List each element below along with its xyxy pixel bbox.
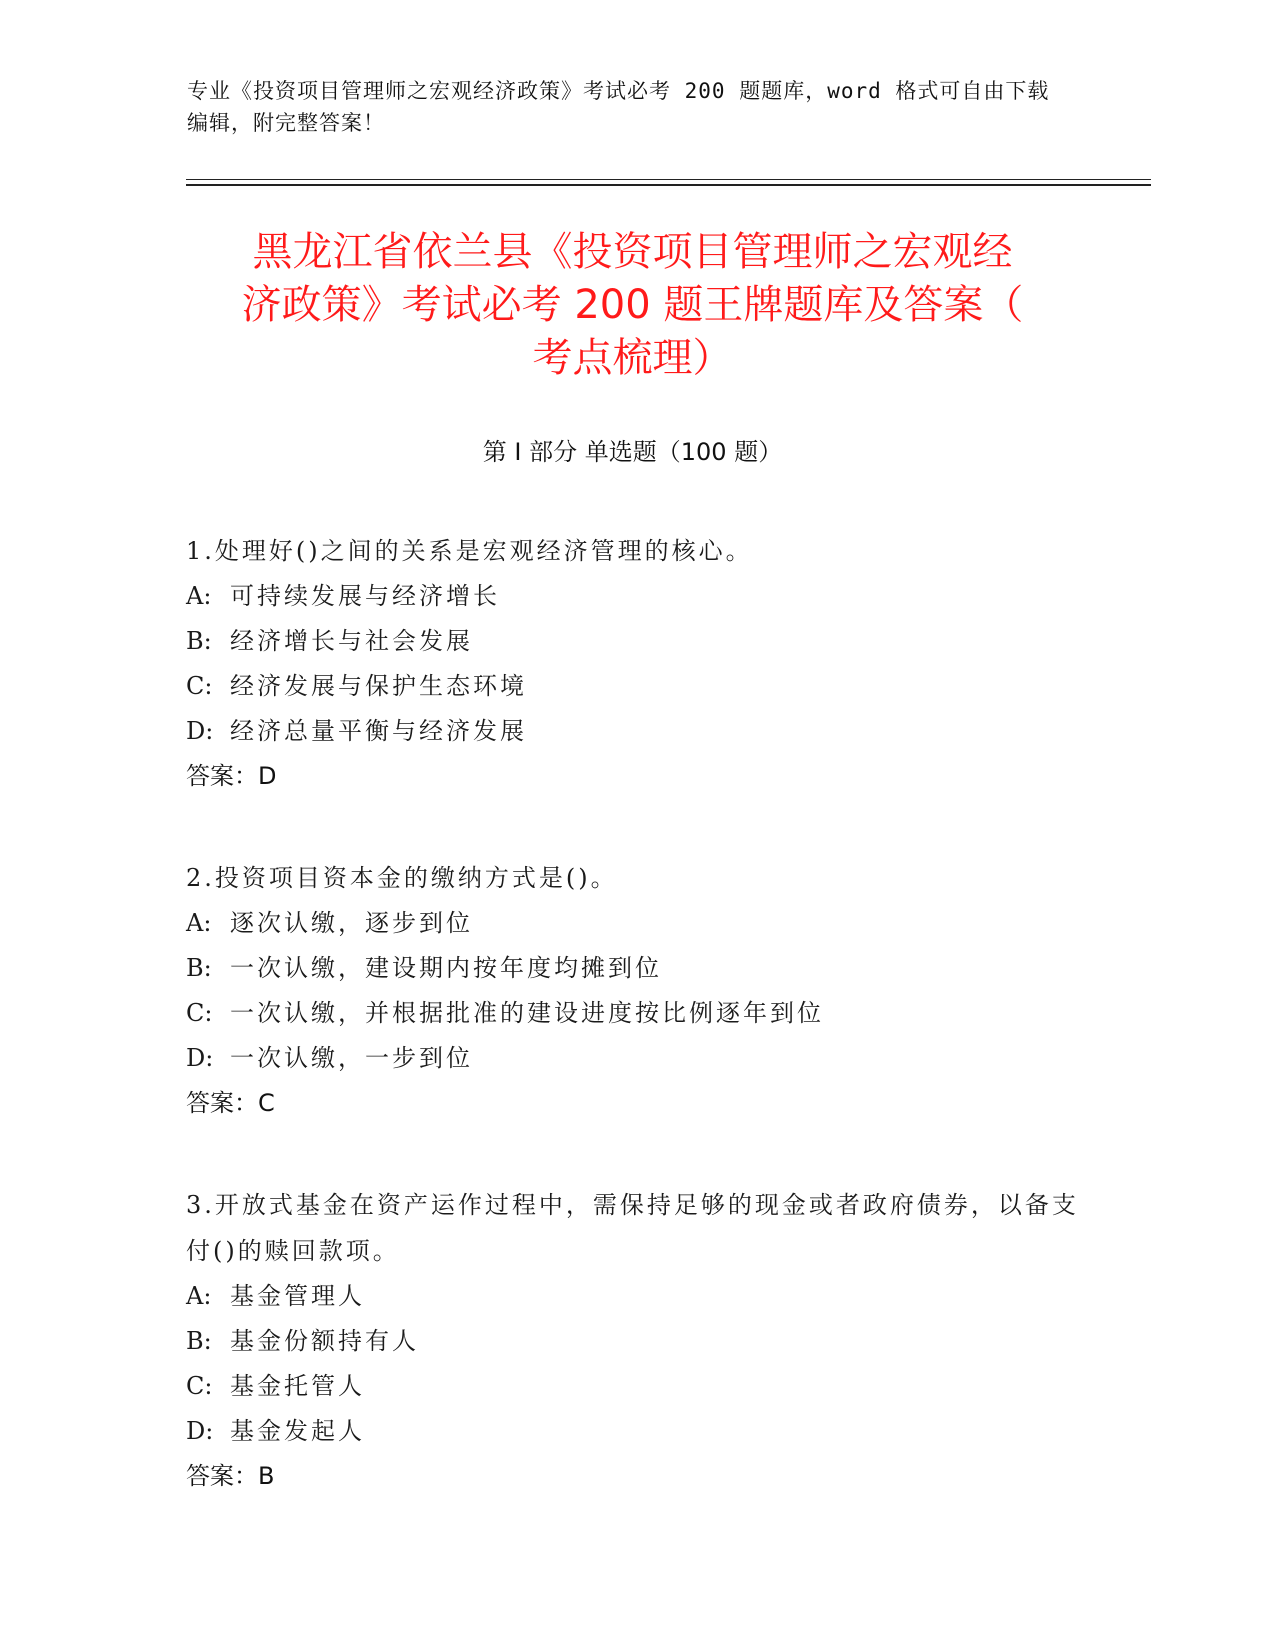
option-text: 可持续发展与经济增长 [230, 582, 500, 610]
option-letter: B: [186, 1327, 212, 1355]
option-letter: D: [186, 1417, 214, 1445]
option-text: 基金发起人 [230, 1417, 365, 1445]
option-text: 一次认缴，一步到位 [230, 1044, 473, 1072]
document-intro: 专业《投资项目管理师之宏观经济政策》考试必考 200 题题库，word 格式可自由下载编辑，附完整答案！ [187, 79, 1050, 135]
question-list [186, 528, 1086, 1555]
option-letter: B: [186, 627, 212, 655]
question-2 [186, 855, 1086, 1126]
answer-key: 答案：D [186, 762, 277, 790]
question-1 [186, 528, 1086, 799]
title-line: 黑龙江省依兰县《投资项目管理师之宏观经 [252, 229, 1013, 275]
question-stem: 3.开放式基金在资产运作过程中，需保持足够的现金或者政府债券，以备支付()的赎回款项。 [186, 1191, 1079, 1265]
option-c [186, 664, 1086, 709]
option-text: 经济总量平衡与经济发展 [230, 717, 527, 745]
question-stem: 2.投资项目资本金的缴纳方式是()。 [186, 864, 618, 892]
option-a [186, 1274, 1086, 1319]
option-letter: C: [186, 1372, 213, 1400]
question-stem: 1.处理好()之间的关系是宏观经济管理的核心。 [186, 537, 753, 565]
title-line: 济政策》考试必考 200 题王牌题库及答案（ [241, 282, 1024, 328]
option-b [186, 946, 1086, 991]
option-a [186, 574, 1086, 619]
option-letter: A: [186, 909, 212, 937]
option-text: 基金份额持有人 [230, 1327, 419, 1355]
option-letter: B: [186, 954, 212, 982]
option-text: 逐次认缴，逐步到位 [230, 909, 473, 937]
option-d [186, 709, 1086, 754]
option-text: 基金管理人 [230, 1282, 365, 1310]
option-b [186, 1319, 1086, 1364]
header-divider-thin [186, 179, 1151, 180]
answer-key: 答案：B [186, 1462, 275, 1490]
answer-key: 答案：C [186, 1089, 275, 1117]
option-letter: A: [186, 1282, 212, 1310]
option-c [186, 991, 1086, 1036]
option-text: 一次认缴，并根据批准的建设进度按比例逐年到位 [230, 999, 824, 1027]
section-heading: 第 I 部分 单选题（100 题） [482, 438, 783, 466]
option-letter: D: [186, 1044, 214, 1072]
option-text: 一次认缴，建设期内按年度均摊到位 [230, 954, 662, 982]
document-title [186, 226, 1079, 385]
header-divider-thick [186, 184, 1151, 186]
option-text: 经济发展与保护生态环境 [230, 672, 527, 700]
option-letter: C: [186, 672, 213, 700]
option-letter: A: [186, 582, 212, 610]
option-text: 基金托管人 [230, 1372, 365, 1400]
option-letter: C: [186, 999, 213, 1027]
option-text: 经济增长与社会发展 [230, 627, 473, 655]
title-line: 考点梳理） [532, 335, 733, 381]
option-d [186, 1409, 1086, 1454]
option-a [186, 901, 1086, 946]
option-b [186, 619, 1086, 664]
option-c [186, 1364, 1086, 1409]
option-letter: D: [186, 717, 214, 745]
question-3 [186, 1182, 1086, 1499]
option-d [186, 1036, 1086, 1081]
